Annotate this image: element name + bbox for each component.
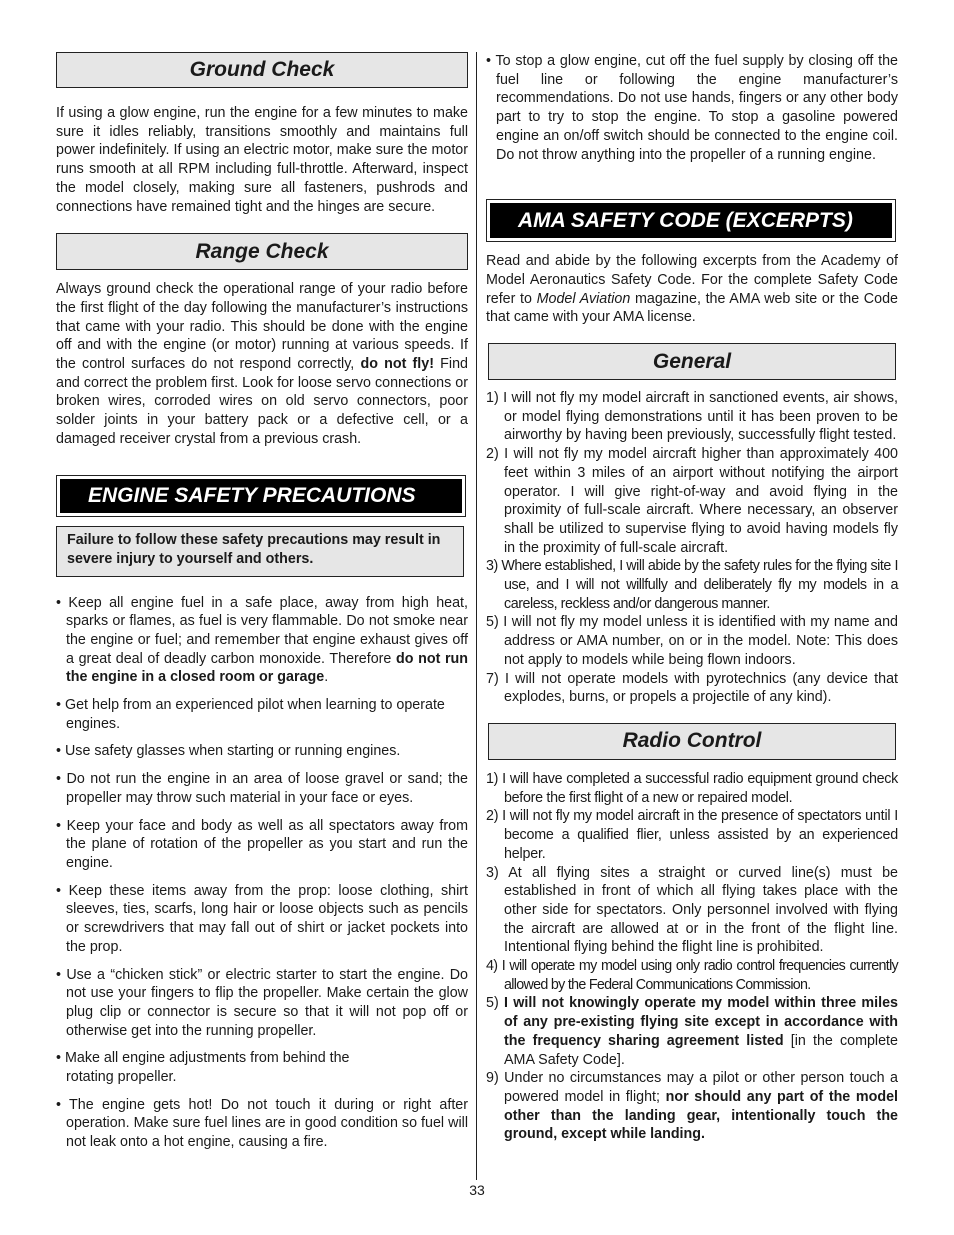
ground-check-heading: [56, 52, 468, 88]
ama-safety-heading: [486, 199, 896, 242]
list-item: • Keep these items away from the prop: loose clothing, shirt sleeves, ties, scarfs, long hair or loose objects such as pencils or screwdrivers that may fall out of shirt or jacket pockets into the prop.: [56, 882, 468, 955]
list-item: 2) I will not fly my model aircraft higher than approximately 400 feet within 3 miles of an airport without notifying the airport operator. I will give right-of-way and avoid flying in the proximity of full-scale aircraft. Where necessary, an observer shall be utilized to supervise flying to avoid having models fly in the proximity of full-scale aircraft.: [486, 446, 898, 556]
engine-safety-list-continued: [486, 52, 898, 164]
bullet-emphasis: do not run the engine in a closed room or garage: [66, 650, 468, 686]
radio-control-heading: [488, 723, 896, 760]
general-heading: [488, 343, 896, 380]
radio-control-list: [486, 770, 898, 1144]
list-item: 4) I will operate my model using only radio control frequencies currently allowed by the Federal Communications Commission.: [486, 958, 898, 993]
engine-safety-heading: [56, 475, 466, 517]
column-divider: [476, 52, 477, 1180]
list-item: • Get help from an experienced pilot when learning to operate engines.: [56, 697, 445, 732]
list-item: 5) I will not fly my model unless it is identified with my name and address or AMA number, on or in the model. Note: This does not apply to models while being flown indoors.: [486, 614, 898, 668]
list-item: • Use safety glasses when starting or running engines.: [56, 743, 401, 760]
item-emphasis: nor should any part of the model other than the landing gear, intentionally touch the ground, except while landing.: [504, 1088, 898, 1143]
do-not-fly-emphasis: do not fly!: [360, 356, 434, 373]
list-item: 1) I will not fly my model aircraft in sanctioned events, air shows, or model flying demonstrations until it has been proven to be airworthy by having been previously, successfully flight tested.: [486, 390, 898, 444]
ground-check-body: If using a glow engine, run the engine for a few minutes to make sure it idles reliably, transitions smoothly and maintains full power indefinitely. If using an electric motor, make sure the motor runs smooth at all RPM including full-throttle. Afterward, inspect the model closely, making sure all fasteners, pushrods and connections have remained tight and the hinges are secure.: [56, 105, 468, 215]
range-check-heading: [56, 233, 468, 270]
general-list: [486, 389, 898, 707]
list-item: • The engine gets hot! Do not touch it during or right after operation. Make sure fuel lines are in good condition so fuel will not leak onto a hot engine, causing a fire.: [56, 1096, 468, 1151]
range-check-text: Always ground check the operational range of your radio before the first flight of the day following the manufacturer’s instructions that came with your radio. This should be done with the engine off and with the engine (or motor) running at various speeds. If the control surfaces do not respond correctly,: [56, 281, 468, 373]
ama-intro: [486, 252, 898, 327]
heading-text: Range Check: [195, 239, 329, 263]
bullet-text: .: [324, 669, 329, 686]
list-item: • To stop a glow engine, cut off the fuel supply by closing off the fuel line or following the engine manufacturer’s recommendations. Do not use hands, fingers or any other body part to try to stop the engine. To stop a gasoline powered engine an on/off switch should be connected to the engine coil. Do not throw anything into the propeller of a running engine.: [486, 53, 898, 163]
list-item: • Do not run the engine in an area of loose gravel or sand; the propeller may throw such material in your face or eyes.: [56, 771, 468, 806]
heading-text: AMA SAFETY CODE (EXCERPTS): [518, 208, 853, 232]
list-item: 7) I will not operate models with pyrotechnics (any device that explodes, burns, or propels a projectile of any kind).: [486, 670, 898, 706]
heading-text: Radio Control: [622, 729, 762, 753]
range-check-text: Find and correct the problem first. Look for loose servo connections or broken wires, corroded wires on old servo connectors, poor solder joints in your battery pack or a defective cell, or a damaged receiver crystal from a previous crash.: [56, 356, 468, 447]
item-text: 9) Under no circumstances may a pilot or other person touch a powered model in flight;: [486, 1070, 898, 1105]
heading-text: ENGINE SAFETY PRECAUTIONS: [88, 483, 416, 507]
list-item: 3) Where established, I will abide by the safety rules for the flying site I use, and I will not willfully and deliberately fly my models in a careless, reckless and/or dangerous manner.: [486, 558, 898, 612]
list-item: [56, 594, 468, 688]
warning-text: Failure to follow these safety precautions may result in severe injury to yourself and others.: [67, 531, 441, 567]
list-item: [486, 1069, 898, 1144]
list-item: 2) I will not fly my model aircraft in the presence of spectators until I become a qualified flier, unless assisted by an experienced helper.: [486, 808, 898, 862]
intro-text: magazine, the AMA web site or the Code that came with your AMA license.: [486, 290, 898, 326]
list-item: 3) At all flying sites a straight or curved line(s) must be established in front of which all flying takes place with the other side for spectators. Only personnel involved with flying the aircraft are allowed at or in the front of the flight line. Intentional flying behind the flight line is prohibited.: [486, 864, 898, 956]
list-item: • Use a “chicken stick” or electric starter to start the engine. Do not use your fingers to flip the propeller. Make certain the glow plug clip or connector is secure so that it will not pop off or otherwise get into the running propeller.: [56, 966, 468, 1039]
engine-safety-list: [56, 594, 468, 1152]
left-column: [56, 52, 468, 1152]
list-item: • Keep your face and body as well as all spectators away from the plane of rotation of the propeller as you start and run the engine.: [56, 817, 468, 871]
page-number: 33: [469, 1182, 485, 1198]
item-emphasis: I will not knowingly operate my model within three miles of any pre-existing flying site except in accordance with the frequency sharing agreement listed: [504, 995, 898, 1049]
bullet-text: • Keep all engine fuel in a safe place, away from high heat, sparks or flames, as fuel is very flammable. Do not smoke near the engine or fuel; and remember that engine exhaust gives off a great deal of deadly carbon monoxide. Therefore: [56, 594, 468, 667]
heading-text: General: [652, 349, 732, 373]
heading-text: Ground Check: [189, 58, 335, 81]
safety-warning-box: [56, 526, 464, 577]
list-item: • Make all engine adjustments from behind the rotating propeller.: [56, 1050, 350, 1086]
range-check-body: [56, 280, 468, 448]
list-item: [486, 994, 898, 1069]
magazine-title: Model Aviation: [536, 290, 631, 307]
item-number: 5): [486, 995, 499, 1012]
right-column: [486, 52, 898, 1144]
intro-text: Read and abide by the following excerpts from the Academy of Model Aeronautics Safety Code. For the complete Safety Code refer to: [486, 253, 898, 307]
list-item: 1) I will have completed a successful radio equipment ground check before the first flight of a new or repaired model.: [486, 770, 898, 806]
item-text: [in the complete AMA Safety Code].: [504, 1032, 898, 1068]
